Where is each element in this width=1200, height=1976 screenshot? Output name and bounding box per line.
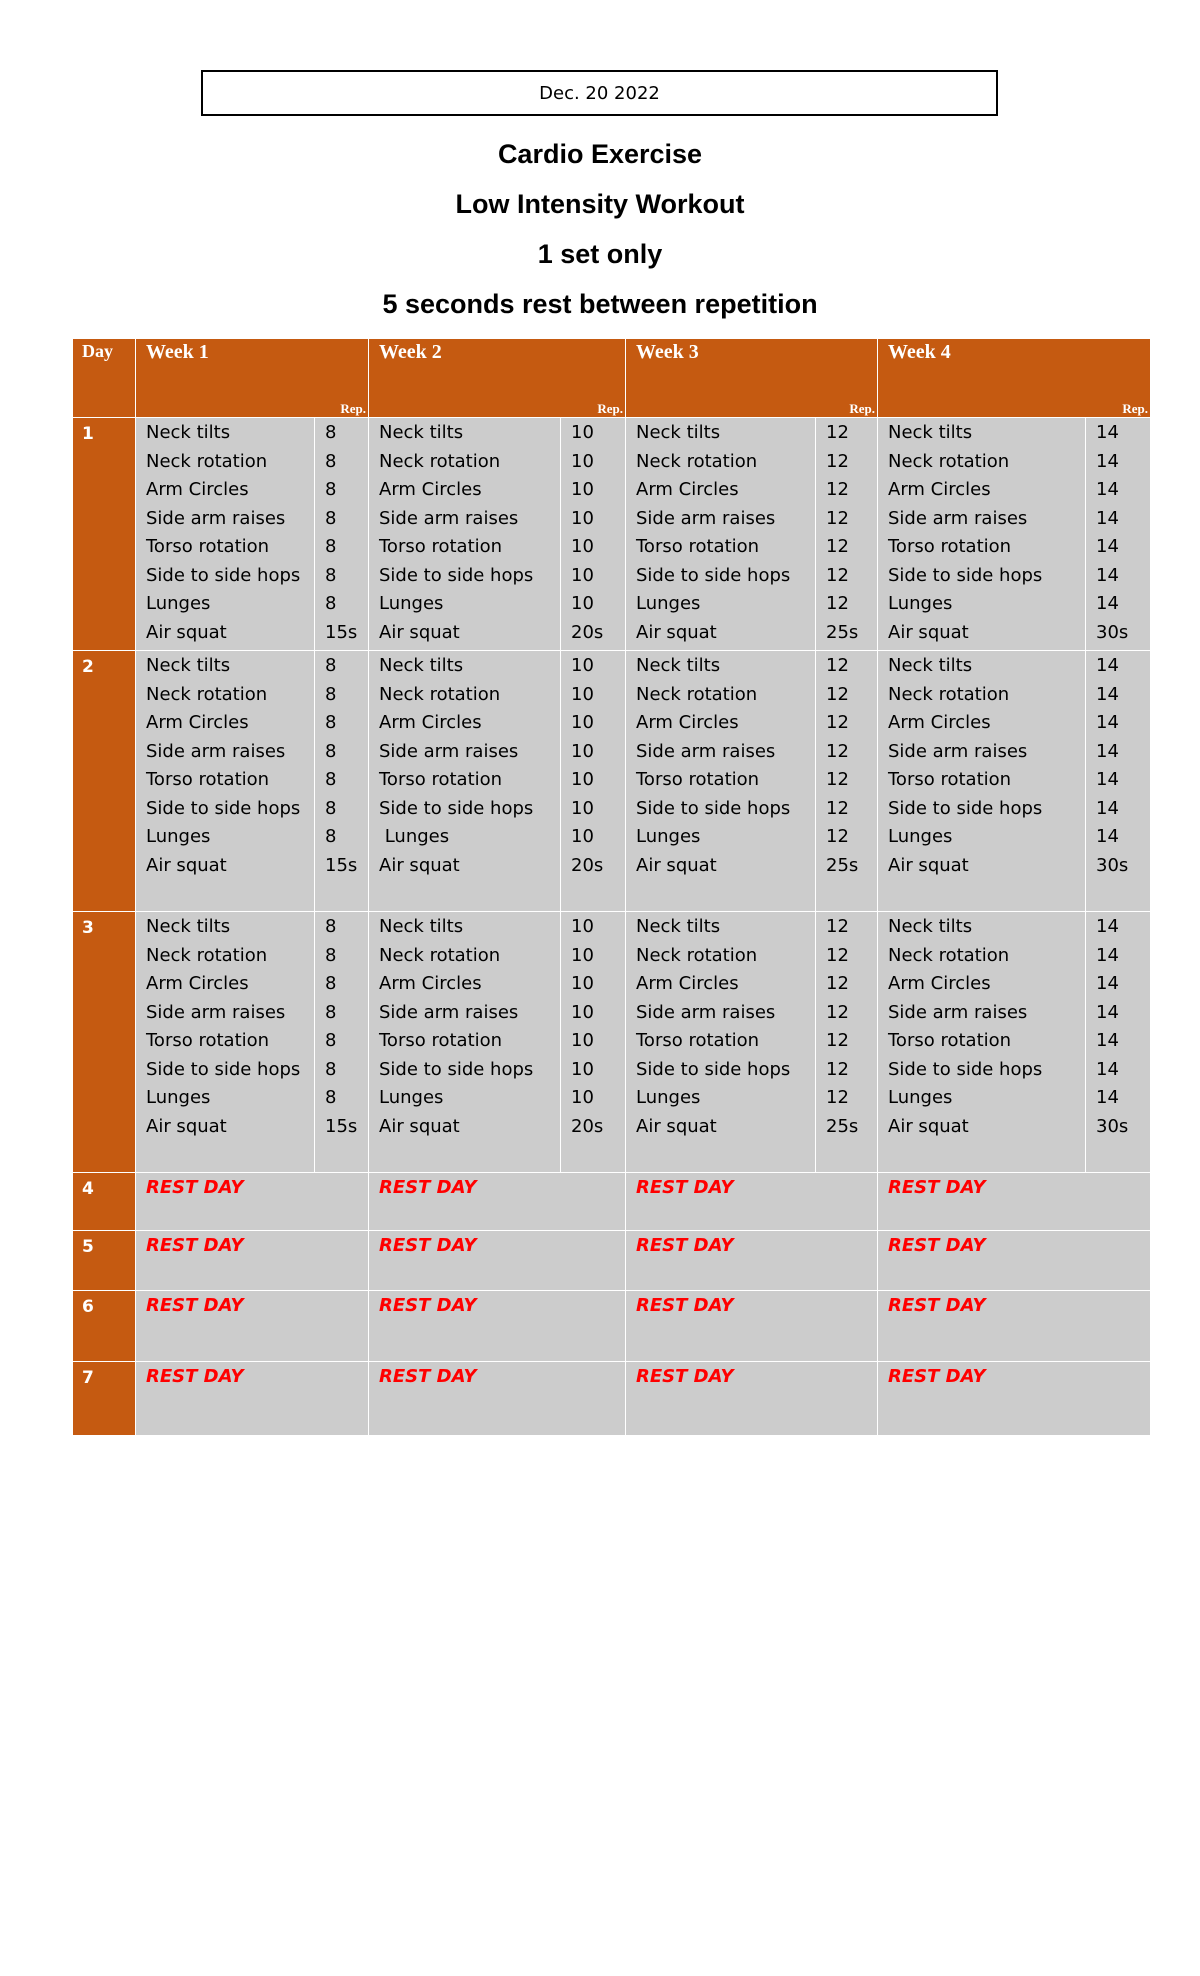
exercise-name: Side arm raises xyxy=(888,1001,1028,1023)
day-row xyxy=(73,418,1151,651)
rest-day-label: REST DAY xyxy=(878,1362,1151,1436)
rep-value: 14 xyxy=(1096,450,1119,472)
rep-value: 10 xyxy=(571,740,594,762)
rep-value: 12 xyxy=(826,740,849,762)
rep-value: 8 xyxy=(325,1030,337,1051)
day-header xyxy=(73,339,136,418)
rep-value: 14 xyxy=(1096,1030,1119,1051)
rep-value: 14 xyxy=(1096,564,1119,586)
rep-value: 30s xyxy=(1096,1115,1129,1137)
exercise-name: Lunges xyxy=(888,1087,953,1108)
exercise-name: Torso rotation xyxy=(888,536,1012,557)
rest-row xyxy=(73,1173,1151,1231)
rep-value: 8 xyxy=(325,797,337,819)
rep-value: 8 xyxy=(325,683,337,705)
rep-value: 8 xyxy=(325,1001,337,1023)
rep-header-label: Rep. xyxy=(849,401,875,416)
exercise-name: Side arm raises xyxy=(888,740,1028,762)
exercise-name: Air squat xyxy=(888,621,969,643)
day-number: 5 xyxy=(73,1231,136,1291)
rep-value: 12 xyxy=(826,507,849,529)
rep-value: 14 xyxy=(1096,826,1119,847)
rep-value: 10 xyxy=(571,944,594,966)
exercise-name: Lunges xyxy=(379,593,444,614)
title-cardio: Cardio Exercise xyxy=(497,139,703,169)
rep-value: 12 xyxy=(826,683,849,705)
rep-list xyxy=(315,418,369,651)
exercise-name: Side to side hops xyxy=(888,1058,1043,1080)
exercise-name: Neck tilts xyxy=(636,916,721,937)
rep-value: 12 xyxy=(826,826,849,847)
exercise-list xyxy=(136,418,315,651)
exercise-list xyxy=(878,418,1086,651)
rep-value: 14 xyxy=(1096,422,1119,443)
rep-value: 10 xyxy=(571,1058,594,1080)
rep-list xyxy=(816,418,878,651)
title-rest: 5 seconds rest between repetition xyxy=(382,289,818,319)
rep-value: 15s xyxy=(325,621,358,643)
exercise-name: Neck rotation xyxy=(636,450,758,472)
rep-value: 8 xyxy=(325,507,337,529)
rep-value: 15s xyxy=(325,1115,358,1137)
rep-value: 12 xyxy=(826,769,849,790)
rep-value: 12 xyxy=(826,916,849,937)
exercise-list xyxy=(369,418,561,651)
exercise-name: Side to side hops xyxy=(636,1058,791,1080)
rep-header-label: Rep. xyxy=(340,401,366,416)
rest-day-label: REST DAY xyxy=(626,1231,878,1291)
exercise-name: Air squat xyxy=(636,854,717,876)
exercise-name: Torso rotation xyxy=(888,1030,1012,1051)
rep-value: 12 xyxy=(826,944,849,966)
exercise-name: Neck rotation xyxy=(888,683,1010,705)
rep-value: 12 xyxy=(826,450,849,472)
exercise-name: Neck tilts xyxy=(146,422,231,443)
rep-value: 10 xyxy=(571,422,594,443)
exercise-name: Side to side hops xyxy=(636,564,791,586)
exercise-name: Neck tilts xyxy=(888,422,973,443)
date-text: Dec. 20 2022 xyxy=(539,82,660,104)
rep-header-label: Rep. xyxy=(597,401,623,416)
exercise-name: Neck tilts xyxy=(888,916,973,937)
rep-value: 10 xyxy=(571,536,594,557)
exercise-name: Neck rotation xyxy=(379,683,501,705)
exercise-name: Side arm raises xyxy=(636,740,776,762)
exercise-list xyxy=(626,418,816,651)
rep-value: 12 xyxy=(826,536,849,557)
exercise-name: Neck tilts xyxy=(636,655,721,676)
rep-list xyxy=(561,418,626,651)
rep-value: 14 xyxy=(1096,1058,1119,1080)
rep-value: 14 xyxy=(1096,973,1119,994)
exercise-name: Air squat xyxy=(146,1115,227,1137)
exercise-name: Neck tilts xyxy=(379,916,464,937)
rest-day-label: REST DAY xyxy=(136,1291,369,1362)
rep-value: 10 xyxy=(571,564,594,586)
rest-day-label: REST DAY xyxy=(369,1362,626,1436)
exercise-name: Side arm raises xyxy=(888,507,1028,529)
day-number: 1 xyxy=(73,418,136,651)
exercise-list xyxy=(878,912,1086,1173)
week-header-3 xyxy=(626,339,878,418)
rep-value: 8 xyxy=(325,740,337,762)
exercise-name: Arm Circles xyxy=(888,712,991,733)
rep-value: 8 xyxy=(325,826,337,847)
exercise-name: Side to side hops xyxy=(146,797,301,819)
rep-value: 8 xyxy=(325,564,337,586)
rep-value: 12 xyxy=(826,655,849,676)
exercise-name: Torso rotation xyxy=(379,1030,503,1051)
rep-list xyxy=(1086,418,1151,651)
exercise-name: Neck tilts xyxy=(636,422,721,443)
rep-value: 20s xyxy=(571,621,604,643)
exercise-name: Neck rotation xyxy=(146,683,268,705)
day-number: 4 xyxy=(73,1173,136,1231)
rep-value: 12 xyxy=(826,973,849,994)
rep-value: 10 xyxy=(571,712,594,733)
exercise-name: Torso rotation xyxy=(146,769,270,790)
exercise-name: Side to side hops xyxy=(888,564,1043,586)
rep-list xyxy=(315,651,369,912)
rep-value: 25s xyxy=(826,854,859,876)
exercise-name: Neck tilts xyxy=(146,916,231,937)
rep-value: 10 xyxy=(571,479,594,500)
rep-list xyxy=(816,651,878,912)
rep-list xyxy=(315,912,369,1173)
exercise-name: Air squat xyxy=(379,854,460,876)
exercise-name: Lunges xyxy=(636,826,701,847)
rep-value: 14 xyxy=(1096,916,1119,937)
rep-value: 20s xyxy=(571,1115,604,1137)
rep-value: 10 xyxy=(571,973,594,994)
exercise-name: Side to side hops xyxy=(379,1058,534,1080)
exercise-name: Arm Circles xyxy=(146,712,249,733)
exercise-name: Arm Circles xyxy=(146,973,249,994)
date-box xyxy=(201,70,998,116)
week-header-label: Week 4 xyxy=(888,341,951,363)
workout-table xyxy=(72,338,1151,1436)
exercise-name: Torso rotation xyxy=(146,536,270,557)
exercise-name: Neck rotation xyxy=(636,944,758,966)
exercise-name: Torso rotation xyxy=(636,769,760,790)
rest-day-label: REST DAY xyxy=(878,1173,1151,1231)
exercise-name: Side arm raises xyxy=(636,1001,776,1023)
rep-value: 12 xyxy=(826,797,849,819)
exercise-name: Side arm raises xyxy=(146,1001,286,1023)
exercise-name: Neck tilts xyxy=(146,655,231,676)
day-number: 7 xyxy=(73,1362,136,1436)
week-header-label: Week 3 xyxy=(636,341,699,363)
week-header-label: Week 2 xyxy=(379,341,442,363)
exercise-name: Neck rotation xyxy=(379,450,501,472)
exercise-list xyxy=(626,912,816,1173)
rep-list xyxy=(561,651,626,912)
rep-value: 10 xyxy=(571,655,594,676)
exercise-name: Side arm raises xyxy=(636,507,776,529)
rep-value: 10 xyxy=(571,916,594,937)
rest-day-label: REST DAY xyxy=(136,1362,369,1436)
exercise-name: Neck tilts xyxy=(379,422,464,443)
rep-value: 14 xyxy=(1096,740,1119,762)
exercise-name: Air squat xyxy=(636,1115,717,1137)
rep-value: 12 xyxy=(826,1087,849,1108)
day-row xyxy=(73,912,1151,1173)
rep-value: 10 xyxy=(571,1087,594,1108)
rep-value: 8 xyxy=(325,536,337,557)
exercise-name: Arm Circles xyxy=(379,712,482,733)
rep-value: 14 xyxy=(1096,769,1119,790)
rep-value: 10 xyxy=(571,507,594,529)
rep-value: 8 xyxy=(325,1087,337,1108)
week-header-1 xyxy=(136,339,369,418)
exercise-name: Side arm raises xyxy=(379,1001,519,1023)
rest-day-label: REST DAY xyxy=(878,1291,1151,1362)
rep-value: 8 xyxy=(325,916,337,937)
exercise-name: Neck rotation xyxy=(888,450,1010,472)
exercise-name: Lunges xyxy=(146,1087,211,1108)
exercise-name: Arm Circles xyxy=(636,479,739,500)
rep-value: 10 xyxy=(571,683,594,705)
rep-value: 25s xyxy=(826,1115,859,1137)
rep-value: 12 xyxy=(826,593,849,614)
exercise-name: Neck rotation xyxy=(146,450,268,472)
header-row xyxy=(73,339,1151,418)
exercise-name: Torso rotation xyxy=(636,536,760,557)
rep-list xyxy=(1086,912,1151,1173)
rep-value: 10 xyxy=(571,1030,594,1051)
exercise-name: Lunges xyxy=(146,593,211,614)
rest-day-label: REST DAY xyxy=(626,1173,878,1231)
exercise-name: Neck tilts xyxy=(379,655,464,676)
exercise-name: Side to side hops xyxy=(379,564,534,586)
rep-value: 8 xyxy=(325,973,337,994)
exercise-name: Lunges xyxy=(379,1087,444,1108)
exercise-name: Neck tilts xyxy=(888,655,973,676)
exercise-name: Torso rotation xyxy=(379,769,503,790)
rep-value: 10 xyxy=(571,450,594,472)
rep-value: 30s xyxy=(1096,621,1129,643)
exercise-name: Neck rotation xyxy=(888,944,1010,966)
exercise-name: Air squat xyxy=(146,854,227,876)
day-number: 2 xyxy=(73,651,136,912)
rep-value: 14 xyxy=(1096,479,1119,500)
rest-day-label: REST DAY xyxy=(878,1231,1151,1291)
rep-value: 8 xyxy=(325,1058,337,1080)
week-header-2 xyxy=(369,339,626,418)
exercise-name: Torso rotation xyxy=(888,769,1012,790)
exercise-name: Torso rotation xyxy=(636,1030,760,1051)
exercise-name: Side to side hops xyxy=(379,797,534,819)
exercise-name: Side arm raises xyxy=(146,740,286,762)
rep-value: 12 xyxy=(826,1058,849,1080)
exercise-name: Torso rotation xyxy=(379,536,503,557)
rep-value: 12 xyxy=(826,712,849,733)
rep-value: 8 xyxy=(325,655,337,676)
day-number: 3 xyxy=(73,912,136,1173)
exercise-name: Lunges xyxy=(146,826,211,847)
title-intensity: Low Intensity Workout xyxy=(455,189,745,219)
rep-value: 10 xyxy=(571,826,594,847)
exercise-name: Air squat xyxy=(888,854,969,876)
exercise-name: Air squat xyxy=(888,1115,969,1137)
rest-day-label: REST DAY xyxy=(136,1173,369,1231)
rep-value: 12 xyxy=(826,564,849,586)
day-number: 6 xyxy=(73,1291,136,1362)
rep-value: 12 xyxy=(826,1001,849,1023)
rep-value: 14 xyxy=(1096,655,1119,676)
exercise-name: Neck rotation xyxy=(146,944,268,966)
rep-value: 8 xyxy=(325,450,337,472)
exercise-name: Lunges xyxy=(636,593,701,614)
exercise-name: Lunges xyxy=(636,1087,701,1108)
exercise-name: Torso rotation xyxy=(146,1030,270,1051)
rep-value: 10 xyxy=(571,1001,594,1023)
exercise-name: Arm Circles xyxy=(379,479,482,500)
title-block xyxy=(0,134,1200,334)
exercise-name: Arm Circles xyxy=(146,479,249,500)
rep-value: 8 xyxy=(325,593,337,614)
exercise-name: Side to side hops xyxy=(888,797,1043,819)
exercise-list xyxy=(878,651,1086,912)
exercise-name: Neck rotation xyxy=(379,944,501,966)
exercise-name: Air squat xyxy=(379,1115,460,1137)
rest-day-label: REST DAY xyxy=(369,1231,626,1291)
exercise-name: Lunges xyxy=(379,826,450,847)
exercise-list xyxy=(369,912,561,1173)
week-header-label: Week 1 xyxy=(146,341,209,363)
exercise-name: Side arm raises xyxy=(379,740,519,762)
day-header-label: Day xyxy=(82,341,113,361)
rep-list xyxy=(816,912,878,1173)
rep-value: 10 xyxy=(571,593,594,614)
rep-value: 12 xyxy=(826,422,849,443)
rep-value: 14 xyxy=(1096,593,1119,614)
week-header-4 xyxy=(878,339,1151,418)
rep-value: 14 xyxy=(1096,1087,1119,1108)
rep-list xyxy=(561,912,626,1173)
rep-value: 14 xyxy=(1096,536,1119,557)
title-sets: 1 set only xyxy=(537,239,663,269)
exercise-name: Neck rotation xyxy=(636,683,758,705)
rep-value: 8 xyxy=(325,944,337,966)
rest-row xyxy=(73,1291,1151,1362)
rep-value: 14 xyxy=(1096,1001,1119,1023)
exercise-name: Side to side hops xyxy=(146,1058,301,1080)
day-row xyxy=(73,651,1151,912)
rep-value: 8 xyxy=(325,712,337,733)
exercise-name: Side to side hops xyxy=(636,797,791,819)
rep-value: 8 xyxy=(325,769,337,790)
exercise-name: Side to side hops xyxy=(146,564,301,586)
rep-header-label: Rep. xyxy=(1122,401,1148,416)
rest-day-label: REST DAY xyxy=(369,1173,626,1231)
exercise-name: Arm Circles xyxy=(888,973,991,994)
exercise-name: Lunges xyxy=(888,826,953,847)
exercise-list xyxy=(136,651,315,912)
exercise-name: Arm Circles xyxy=(636,973,739,994)
exercise-name: Side arm raises xyxy=(379,507,519,529)
rep-value: 14 xyxy=(1096,797,1119,819)
rep-value: 10 xyxy=(571,769,594,790)
rep-value: 15s xyxy=(325,854,358,876)
exercise-list xyxy=(136,912,315,1173)
exercise-name: Arm Circles xyxy=(636,712,739,733)
exercise-name: Side arm raises xyxy=(146,507,286,529)
exercise-name: Arm Circles xyxy=(888,479,991,500)
rest-row xyxy=(73,1362,1151,1436)
rep-value: 10 xyxy=(571,797,594,819)
rep-list xyxy=(1086,651,1151,912)
rep-value: 12 xyxy=(826,479,849,500)
rep-value: 14 xyxy=(1096,507,1119,529)
rep-value: 14 xyxy=(1096,944,1119,966)
exercise-name: Air squat xyxy=(146,621,227,643)
exercise-name: Arm Circles xyxy=(379,973,482,994)
rest-row xyxy=(73,1231,1151,1291)
rest-day-label: REST DAY xyxy=(369,1291,626,1362)
rep-value: 30s xyxy=(1096,854,1129,876)
exercise-name: Lunges xyxy=(888,593,953,614)
exercise-list xyxy=(369,651,561,912)
rep-value: 8 xyxy=(325,422,337,443)
rep-value: 20s xyxy=(571,854,604,876)
rest-day-label: REST DAY xyxy=(626,1291,878,1362)
rep-value: 8 xyxy=(325,479,337,500)
rest-day-label: REST DAY xyxy=(136,1231,369,1291)
rep-value: 25s xyxy=(826,621,859,643)
rep-value: 14 xyxy=(1096,712,1119,733)
exercise-list xyxy=(626,651,816,912)
rep-value: 14 xyxy=(1096,683,1119,705)
rest-day-label: REST DAY xyxy=(626,1362,878,1436)
exercise-name: Air squat xyxy=(636,621,717,643)
exercise-name: Air squat xyxy=(379,621,460,643)
rep-value: 12 xyxy=(826,1030,849,1051)
